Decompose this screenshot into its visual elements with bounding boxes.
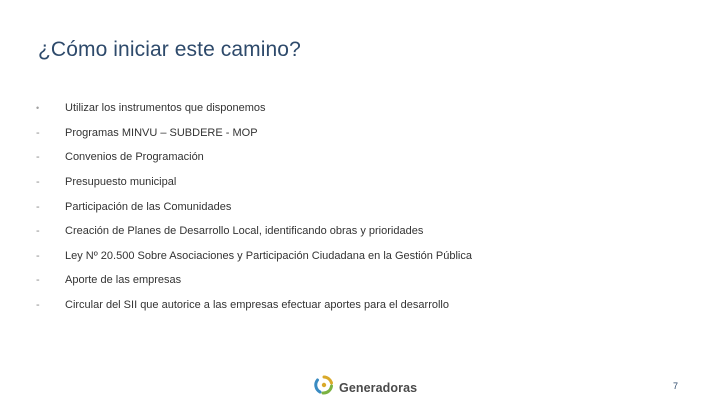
logo-text: Generadoras xyxy=(339,380,418,395)
bullet-item xyxy=(36,194,472,219)
bullet-marker: - xyxy=(36,176,40,189)
bullet-text: Programas MINVU – SUBDERE - MOP xyxy=(65,126,258,139)
bullet-marker: - xyxy=(36,126,40,139)
bullet-item xyxy=(36,219,472,244)
bullet-marker: - xyxy=(36,151,40,164)
bullet-text: Aporte de las empresas xyxy=(65,274,182,287)
bullet-text: Creación de Planes de Desarrollo Local, identificando obras y prioridades xyxy=(65,225,424,238)
bullet-item xyxy=(36,145,472,170)
bullet-text: Participación de las Comunidades xyxy=(65,200,232,213)
generadoras-logo-icon xyxy=(314,375,334,400)
bullet-text: Circular del SII que autorice a las empresas efectuar aportes para el desarrollo xyxy=(65,299,449,312)
bullet-marker: - xyxy=(36,274,40,287)
page-number: 7 xyxy=(672,381,678,391)
bullet-item xyxy=(36,268,472,293)
bullet-text: Utilizar los instrumentos que disponemos xyxy=(65,102,266,115)
bullet-text: Presupuesto municipal xyxy=(65,176,177,189)
bullet-text: Ley Nº 20.500 Sobre Asociaciones y Participación Ciudadana en la Gestión Pública xyxy=(65,249,472,262)
bullet-item xyxy=(36,96,472,121)
bullet-item xyxy=(36,244,472,269)
generadoras-logo xyxy=(314,375,417,400)
bullet-item xyxy=(36,121,472,146)
bullet-marker: - xyxy=(36,249,40,262)
slide-title: ¿Cómo iniciar este camino? xyxy=(38,38,301,61)
bullet-marker: - xyxy=(36,225,40,238)
bullet-text: Convenios de Programación xyxy=(65,151,204,164)
bullet-marker: • xyxy=(36,103,40,114)
bullet-marker: - xyxy=(36,200,40,213)
bullet-marker: - xyxy=(36,299,40,312)
bullet-item xyxy=(36,170,472,195)
bullet-list xyxy=(36,96,472,317)
bullet-item xyxy=(36,293,472,318)
